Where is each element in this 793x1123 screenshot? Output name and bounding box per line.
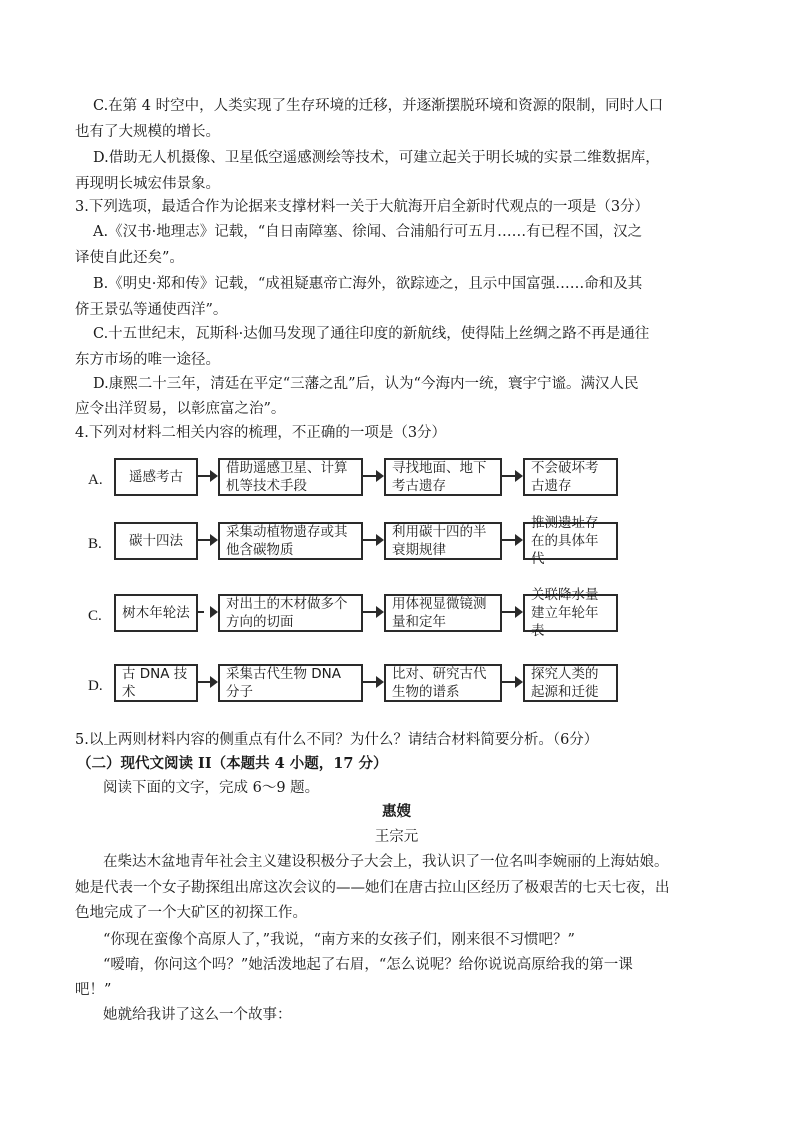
- option-d-line-1: D.借助无人机摄像、卫星低空遥感测绘等技术，可建立起关于明长城的实景二维数据库，: [93, 150, 660, 166]
- flow-arrow: [363, 611, 382, 613]
- story-paragraph-1: 在柴达木盆地青年社会主义建设积极分子大会上，我认识了一位名叫李婉丽的上海姑娘。: [103, 854, 669, 870]
- reading-instruction: 阅读下面的文字，完成 6～9 题。: [103, 780, 320, 796]
- flow-arrow: [198, 475, 216, 477]
- flow-step-result: 探究人类的起源和迁徙: [523, 664, 618, 702]
- flow-step-means: 对出土的木材做多个方向的切面: [218, 594, 363, 632]
- flow-step-process: 寻找地面、地下考古遗存: [384, 458, 502, 496]
- flow-step-method: 遥感考古: [114, 458, 198, 496]
- story-paragraph-1-cont: 她是代表一个女子勘探组出席这次会议的——她们在唐古拉山区经历了极艰苦的七天七夜，出: [75, 880, 670, 896]
- flow-step-process: 利用碳十四的半衰期规律: [384, 522, 502, 560]
- flow-arrow: [502, 539, 521, 541]
- flow-step-means: 借助遥感卫星、计算机等技术手段: [218, 458, 363, 496]
- flow-row-label: B.: [88, 536, 102, 552]
- flow-step-process: 用体视显微镜测量和定年: [384, 594, 502, 632]
- q3-option-a-line-1: A.《汉书·地理志》记载，“自日南障塞、徐闻、合浦船行可五月……有已程不国，汉之: [93, 224, 643, 240]
- q3-option-a-line-2: 译使自此还矣”。: [75, 250, 184, 266]
- flow-step-process: 比对、研究古代生物的谱系: [384, 664, 502, 702]
- question-4: 4.下列对材料二相关内容的梳理，不正确的一项是（3分）: [75, 425, 447, 441]
- flow-step-means: 采集动植物遗存或其他含碳物质: [218, 522, 363, 560]
- q3-option-c-line-1: C.十五世纪末，瓦斯科·达伽马发现了通往印度的新航线，使得陆上丝绸之路不再是通往: [93, 326, 650, 342]
- flow-arrow: [363, 681, 382, 683]
- flow-arrow: [502, 611, 521, 613]
- story-paragraph-1-end: 色地完成了一个大矿区的初探工作。: [75, 905, 307, 921]
- question-5: 5.以上两则材料内容的侧重点有什么不同？为什么？请结合材料简要分析。（6分）: [75, 732, 599, 748]
- q3-option-d-line-1: D.康熙二十三年，清廷在平定“三藩之乱”后，认为“今海内一统，寰宇宁谧。满汉人民: [93, 376, 639, 392]
- story-paragraph-4: 她就给我讲了这么一个故事：: [103, 1007, 292, 1023]
- flow-row-label: C.: [88, 608, 102, 624]
- flow-arrow: [502, 681, 521, 683]
- q3-option-b-line-1: B.《明史·郑和传》记载，“成祖疑惠帝亡海外，欲踪迹之，且示中国富强……命和及其: [93, 276, 643, 292]
- q3-option-d-line-2: 应令出洋贸易，以彰庶富之治”。: [75, 401, 286, 417]
- flow-step-means: 采集古代生物 DNA 分子: [218, 664, 363, 702]
- section-heading: （二）现代文阅读 II（本题共 4 小题，17 分）: [77, 755, 388, 772]
- flow-step-method: 树木年轮法: [114, 594, 198, 632]
- flow-row-d: [88, 664, 728, 716]
- flow-arrow: [502, 475, 521, 477]
- flow-arrow-dashed: [198, 611, 216, 613]
- story-paragraph-2: “你现在蛮像个高原人了，”我说，“南方来的女孩子们，刚来很不习惯吧？”: [103, 932, 575, 948]
- story-title: 惠嫂: [382, 803, 411, 820]
- flow-step-result: 不会破坏考古遗存: [523, 458, 618, 496]
- flow-arrow: [363, 539, 382, 541]
- flow-step-method: 碳十四法: [114, 522, 198, 560]
- flow-arrow: [363, 475, 382, 477]
- flow-step-method: 古 DNA 技术: [114, 664, 198, 702]
- flow-step-result: 推测遗址存在的具体年代: [523, 522, 618, 560]
- flow-row-label: A.: [88, 472, 103, 488]
- story-paragraph-3: “嗳唷，你问这个吗？”她活泼地起了右眉，“怎么说呢？给你说说高原给我的第一课: [103, 957, 633, 973]
- q3-option-c-line-2: 东方市场的唯一途径。: [75, 352, 220, 368]
- q3-option-b-line-2: 侪王景弘等通使西洋”。: [75, 302, 228, 318]
- flow-row-c: [88, 587, 728, 646]
- flow-arrow: [198, 681, 216, 683]
- flow-arrow: [198, 539, 216, 541]
- story-paragraph-3-end: 吧！”: [75, 982, 112, 998]
- story-author: 王宗元: [374, 829, 419, 845]
- flow-row-b: [88, 515, 728, 574]
- flow-row-label: D.: [88, 678, 103, 694]
- flow-step-result: 关联降水量建立年轮年表: [523, 594, 618, 632]
- option-c-line-2: 也有了大规模的增长。: [75, 124, 220, 140]
- option-c-line-1: C.在第 4 时空中，人类实现了生存环境的迁移，并逐渐摆脱环境和资源的限制，同时人口: [93, 98, 664, 114]
- question-3: 3.下列选项，最适合作为论据来支撑材料一关于大航海开启全新时代观点的一项是（3分）: [75, 199, 650, 215]
- flow-row-a: [88, 458, 728, 510]
- option-d-line-2: 再现明长城宏伟景象。: [75, 176, 220, 192]
